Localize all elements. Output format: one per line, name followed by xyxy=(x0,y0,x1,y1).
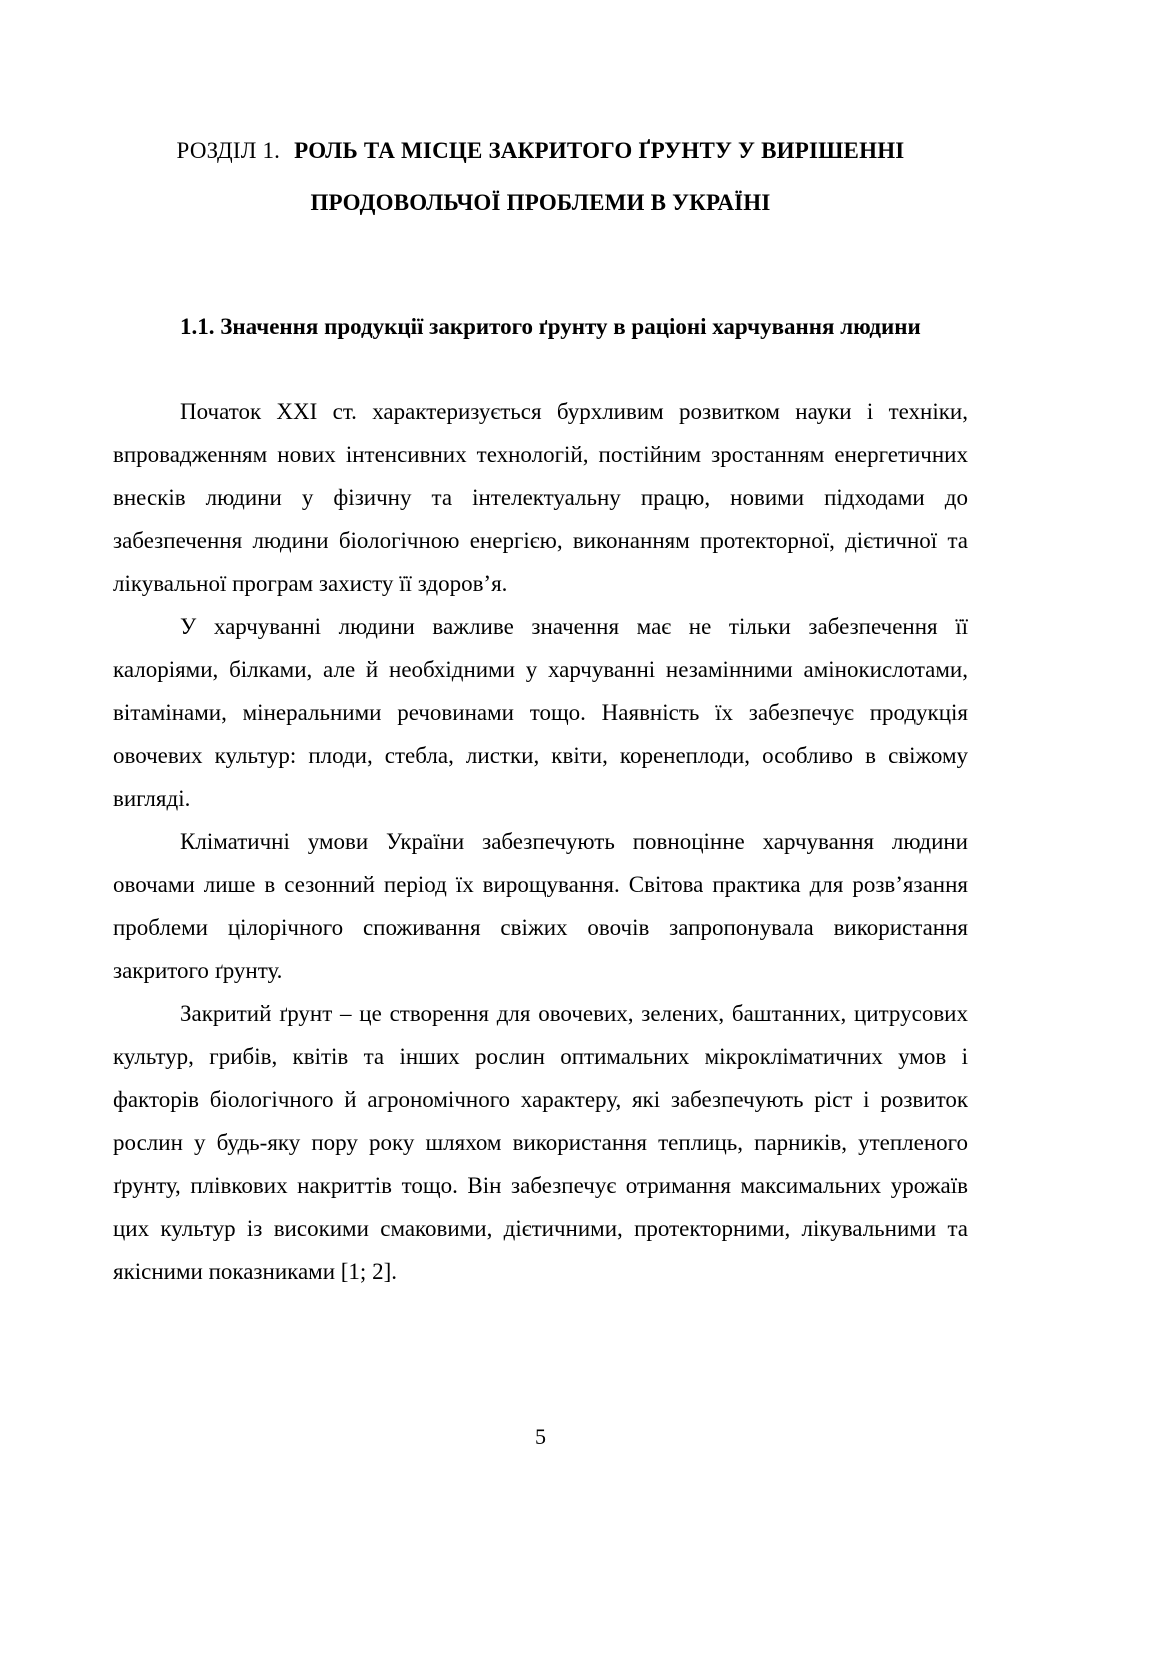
chapter-number-label: РОЗДІЛ 1. xyxy=(176,138,281,163)
paragraph-intro-century: Початок ХХІ ст. характеризується бурхливим розвитком науки і техніки, впровадженням нових інтенсивних технологій, постійним зростанням енергетичних внесків людини у фізичну та інтелектуальну працю, новими підходами до забезпечення людини біологічною енергією, виконанням протекторної, дієтичної та лікувальної програм захисту її здоров’я. xyxy=(113,399,968,596)
paragraph-nutrition: У харчуванні людини важливе значення має не тільки забезпечення її калоріями, білками, але й необхідними у харчуванні незамінними амінокислотами, вітамінами, мінеральними речовинами тощо. Наявність їх забезпечує продукція овочевих культур: плоди, стебла, листки, квіти, коренеплоди, особливо в свіжому вигляді. xyxy=(113,614,968,811)
paragraph-closed-ground-definition: Закритий ґрунт – це створення для овочевих, зелених, баштанних, цитрусових культур, грибів, квітів та інших рослин оптимальних мікрокліматичних умов і факторів біологічного й агрономічного характеру, які забезпечують ріст і розвиток рослин у будь-яку пору року шляхом використання теплиць, парників, утепленого ґрунту, плівкових накриттів тощо. Він забезпечує отримання максимальних урожаїв цих культур із високими смаковими, дієтичними, протекторними, лікувальними та якісними показниками [1; 2]. xyxy=(113,1001,968,1284)
section-heading: 1.1. Значення продукції закритого ґрунту в раціоні харчування людини xyxy=(180,314,921,339)
paragraph-climate: Кліматичні умови України забезпечують повноцінне харчування людини овочами лише в сезонний період їх вирощування. Світова практика для розв’язання проблеми цілорічного споживання свіжих овочів запропонувала використання закритого ґрунту. xyxy=(113,829,968,983)
page-number: 5 xyxy=(535,1424,546,1449)
chapter-heading xyxy=(113,125,968,229)
chapter-title: РОЛЬ ТА МІСЦЕ ЗАКРИТОГО ҐРУНТУ У ВИРІШЕННІ ПРОДОВОЛЬЧОЇ ПРОБЛЕМИ В УКРАЇНІ xyxy=(294,138,905,215)
